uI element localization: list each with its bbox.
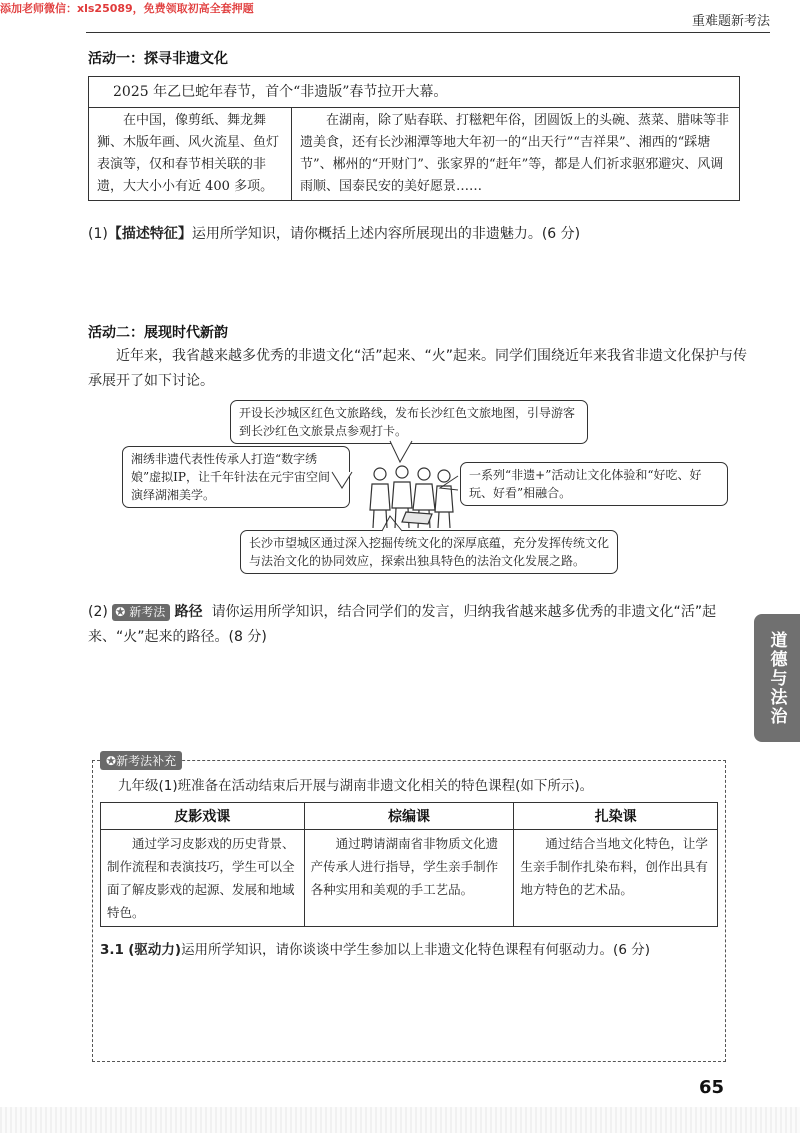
course-name-2: 棕编课 — [304, 803, 514, 830]
page-number: 65 — [698, 1077, 724, 1098]
header-divider — [86, 32, 770, 33]
subject-side-tab: 道德与法治 — [754, 614, 800, 742]
question-3-tag: (驱动力) — [128, 942, 182, 958]
supplement-intro: 九年级(1)班准备在活动结束后开展与湖南非遗文化相关的特色课程(如下所示)。 — [118, 778, 594, 794]
lightbulb-icon: ✪ — [106, 754, 117, 768]
question-1-text: 运用所学知识，请你概括上述内容所展现出的非遗魅力。(6 分) — [191, 226, 581, 242]
question-3-number: 3.1 — [100, 942, 124, 958]
lightbulb-icon: ✪ — [115, 605, 126, 619]
speech-bubble-top: 开设长沙城区红色文旅路线，发布长沙红色文旅地图，引导游客到长沙红色文旅景点参观打卡。 — [230, 400, 588, 444]
course-desc-3: 通过结合当地文化特色，让学生亲手制作扎染布料，创作出具有地方特色的艺术品。 — [514, 830, 718, 927]
speech-bubble-left: 湘绣非遗代表性传承人打造“数字绣娘”虚拟IP，让千年针法在元宇宙空间演绎湖湘美学。 — [122, 446, 350, 508]
question-2-tag: 路径 — [174, 604, 203, 620]
activity1-title: 活动一：探寻非遗文化 — [88, 51, 228, 67]
question-1-tag: 【描述特征】 — [107, 226, 192, 242]
supplement-tag-label: 新考法补充 — [116, 754, 177, 768]
activity2-intro: 近年来，我省越来越多优秀的非遗文化“活”起来、“火”起来。同学们围绕近年来我省非遗文化保护与传承展开了如下讨论。 — [88, 348, 748, 389]
question-1-number: (1) — [88, 226, 108, 242]
students-illustration-icon — [362, 462, 458, 534]
supplement-tag — [100, 751, 182, 770]
course-desc-1: 通过学习皮影戏的历史背景、制作流程和表演技巧，学生可以全面了解皮影戏的起源、发展和地域特色。 — [101, 830, 305, 927]
activity1-right-cell: 在湖南，除了贴春联、打糍粑年俗，团圆饭上的头碗、蒸菜、腊味等非遗美食，还有长沙湘潭等地大年初一的“出天行”“吉祥果”、湘西的“踩塘节”、郴州的“开财门”、张家界的“赶年”等，都是人们祈求驱邪避灾、风调雨顺、国泰民安的美好愿景…… — [292, 108, 740, 201]
page-edge-texture — [0, 1107, 800, 1133]
course-table — [100, 802, 718, 927]
question-3 — [100, 938, 720, 963]
speech-bubble-right: 一系列“非遗+”活动让文化体验和“好吃、好玩、好看”相融合。 — [460, 462, 728, 506]
question-1 — [88, 222, 748, 247]
header-title: 重难题新考法 — [691, 14, 770, 29]
course-desc-2: 通过聘请湖南省非物质文化遗产传承人进行指导，学生亲手制作各种实用和美观的手工艺品。 — [304, 830, 514, 927]
new-method-badge — [112, 604, 170, 621]
activity2-title: 活动二：展现时代新韵 — [88, 325, 228, 341]
activity1-left-cell: 在中国，像剪纸、舞龙舞狮、木版年画、风火流星、鱼灯表演等，仅和春节相关联的非遗，大大小小有近 400 多项。 — [89, 108, 292, 201]
question-2 — [88, 600, 750, 650]
activity1-table-top: 2025 年乙巳蛇年春节，首个“非遗版”春节拉开大幕。 — [89, 77, 740, 108]
course-name-3: 扎染课 — [514, 803, 718, 830]
question-2-text: 请你运用所学知识，结合同学们的发言，归纳我省越来越多优秀的非遗文化“活”起来、“火”起来的路径。(8 分) — [88, 604, 717, 645]
course-name-1: 皮影戏课 — [101, 803, 305, 830]
question-2-number: (2) — [88, 604, 108, 620]
speech-bubble-bottom: 长沙市望城区通过深入挖掘传统文化的深厚底蕴，充分发挥传统文化与法治文化的协同效应，探索出独具特色的法治文化发展之路。 — [240, 530, 618, 574]
question-3-text: 运用所学知识，请你谈谈中学生参加以上非遗文化特色课程有何驱动力。(6 分) — [181, 942, 650, 958]
activity1-table — [88, 76, 740, 201]
watermark-text: 添加老师微信：xls25089，免费领取初高全套押题 — [0, 2, 254, 15]
new-method-badge-label: 新考法 — [129, 605, 166, 619]
